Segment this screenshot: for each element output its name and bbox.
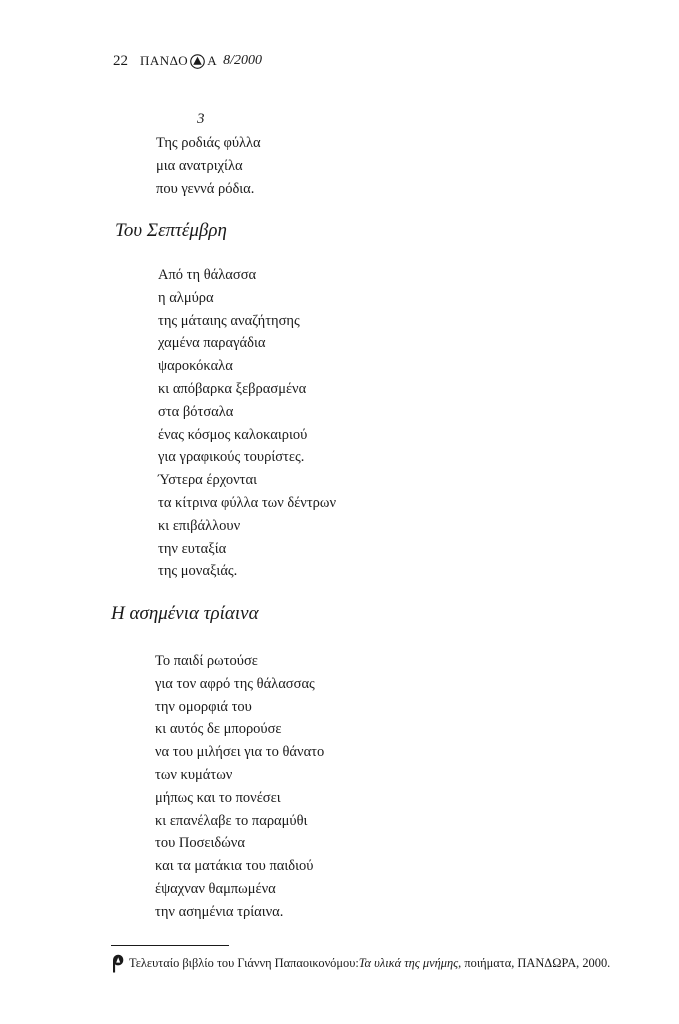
poem-line: ένας κόσμος καλοκαιριού [158,426,308,443]
poem-line: κι επανέλαβε το παραμύθι [155,812,308,829]
poem-line: που γεννά ρόδια. [156,180,255,197]
poem-line: κι επιβάλλουν [158,517,241,534]
poem-silver-trident [155,650,324,924]
footnote-text-end: , ποιήματα, ΠΑΝΔΩΡΑ, 2000. [458,956,611,970]
poem-title-september: Του Σεπτέμβρη [115,220,227,241]
footnote-book-title: Τα υλικά της μνήμης [358,956,459,970]
poem-line: έψαχναν θαμπωμένα [155,880,276,897]
issue-number: 8/2000 [223,53,262,68]
page-header [113,50,262,72]
magazine-name-end: Α [207,53,218,68]
poem-september [158,264,336,583]
poem-line: κι αυτός δε μπορούσε [155,721,282,738]
poem-line: μια ανατριχίλα [156,157,243,174]
pandora-p-icon [111,954,124,973]
poem-line: της μάταιης αναζήτησης [158,312,300,329]
poem-line: Το παιδί ρωτούσε [155,653,258,669]
poem-line: των κυμάτων [155,766,233,783]
poem-line: η αλμύρα [158,289,214,306]
poem-line: για γραφικούς τουρίστες. [158,449,305,466]
poem-line: την ασημένια τρίαινα. [155,903,284,920]
poem-line: του Ποσειδώνα [155,835,245,852]
poem-line: Ύστερα έρχονται [158,472,257,489]
poem-line: της μοναξιάς. [158,563,238,580]
section-number: 3 [197,111,205,127]
pandora-logo-icon [190,54,205,69]
magazine-name [140,53,217,69]
poem-untitled [156,132,261,200]
poem-line: Από τη θάλασσα [158,267,257,283]
poem-line: την ομορφιά του [155,698,252,715]
page-number: 22 [113,52,128,69]
poem-line: να του μιλήσει για το θάνατο [155,744,325,761]
poem-line: τα κίτρινα φύλλα των δέντρων [158,494,337,511]
poem-title-silver-trident: Η ασημένια τρίαινα [111,603,259,624]
footnote-text-start: Τελευταίο βιβλίο του Γιάννη Παπαοικονόμου: [129,956,359,970]
footnote-divider [111,945,229,946]
poem-line: κι απόβαρκα ξεβρασμένα [158,380,307,397]
poem-line: την ευταξία [158,540,227,557]
poem-line: Της ροδιάς φύλλα [156,135,261,151]
poem-line: χαμένα παραγάδια [158,335,266,352]
magazine-name-start: ΠΑΝΔΟ [140,53,189,68]
poem-line: για τον αφρό της θάλασσας [155,675,315,692]
poem-line: μήπως και το πονέσει [155,789,281,806]
poem-line: ψαροκόκαλα [158,358,233,375]
poem-line: και τα ματάκια του παιδιού [155,858,314,875]
poem-line: στα βότσαλα [158,403,234,420]
footnote [111,954,610,973]
